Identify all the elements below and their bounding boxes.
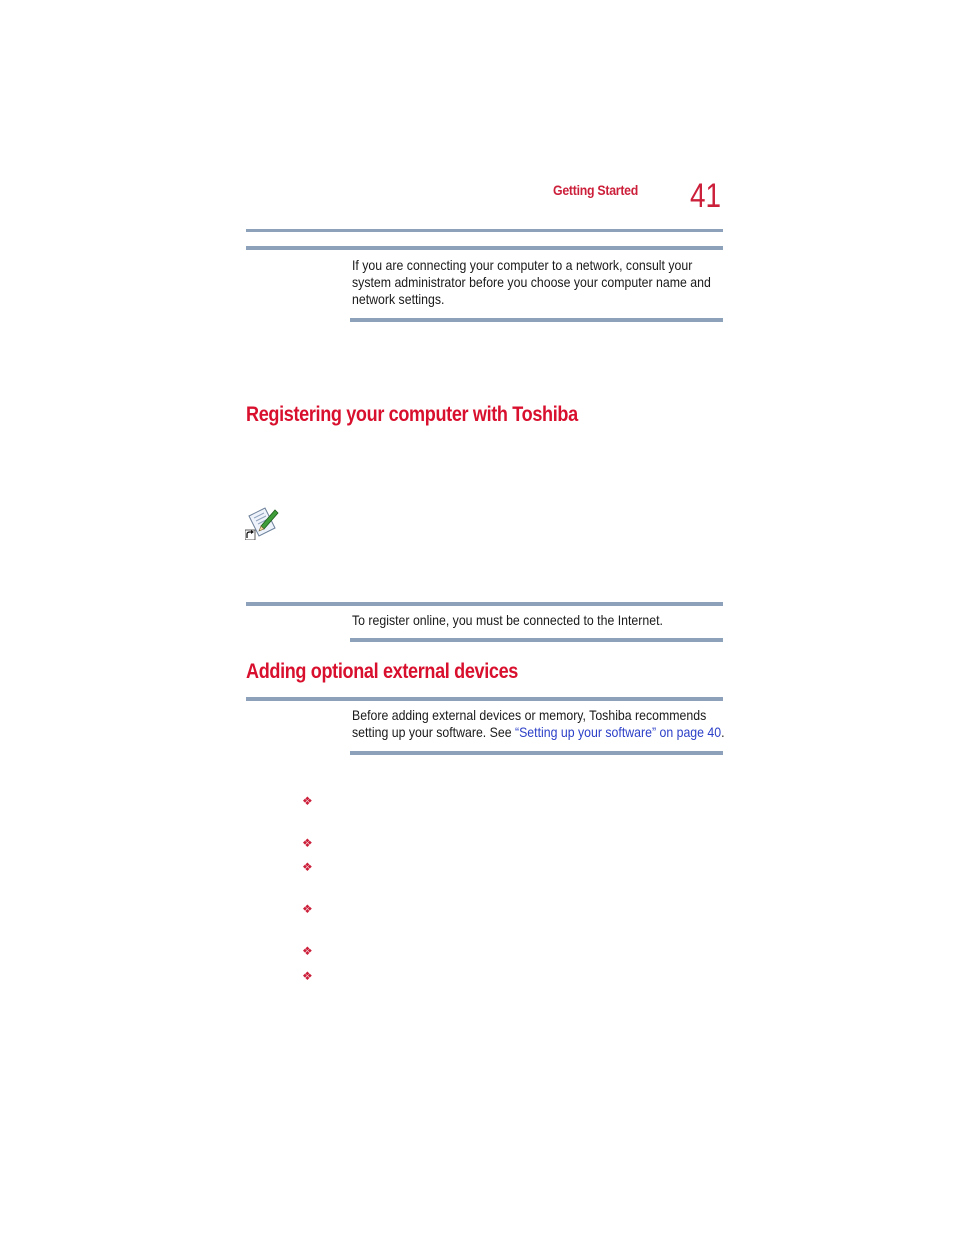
note-network-line-2: system administrator before you choose your computer name and <box>352 274 711 290</box>
running-header: Getting Started <box>553 182 639 198</box>
list-bullet: ❖ <box>302 836 313 850</box>
note-devices-line-2 <box>352 724 725 741</box>
devices-note-bottom-rule <box>350 751 723 755</box>
note-network-line-3: network settings. <box>352 291 445 307</box>
note-network <box>352 257 772 308</box>
register-note-bottom-rule <box>350 638 723 642</box>
header-rule <box>246 229 723 232</box>
register-note-top-rule <box>246 602 723 606</box>
cross-reference-link[interactable]: “Setting up your software” on page 40 <box>514 724 722 740</box>
list-bullet: ❖ <box>302 860 313 874</box>
heading-adding-devices: Adding optional external devices <box>246 660 519 683</box>
note-network-line-1: If you are connecting your computer to a network, consult your <box>352 257 693 273</box>
note-devices <box>352 707 772 741</box>
note-bottom-rule <box>350 318 723 322</box>
heading-registering: Registering your computer with Toshiba <box>246 403 578 426</box>
page-number: 41 <box>690 177 722 215</box>
list-bullet: ❖ <box>302 969 313 983</box>
registration-shortcut-icon[interactable] <box>245 506 279 540</box>
list-bullet: ❖ <box>302 902 313 916</box>
list-bullet: ❖ <box>302 794 313 808</box>
list-bullet: ❖ <box>302 944 313 958</box>
note-devices-line-1: Before adding external devices or memory, Toshiba recommends <box>352 707 707 723</box>
note-register-text: To register online, you must be connected to the Internet. <box>352 612 663 628</box>
devices-note-top-rule <box>246 697 723 701</box>
note-devices-suffix: . <box>721 724 725 740</box>
note-devices-prefix: setting up your software. See <box>352 724 515 740</box>
note-top-rule <box>246 246 723 250</box>
